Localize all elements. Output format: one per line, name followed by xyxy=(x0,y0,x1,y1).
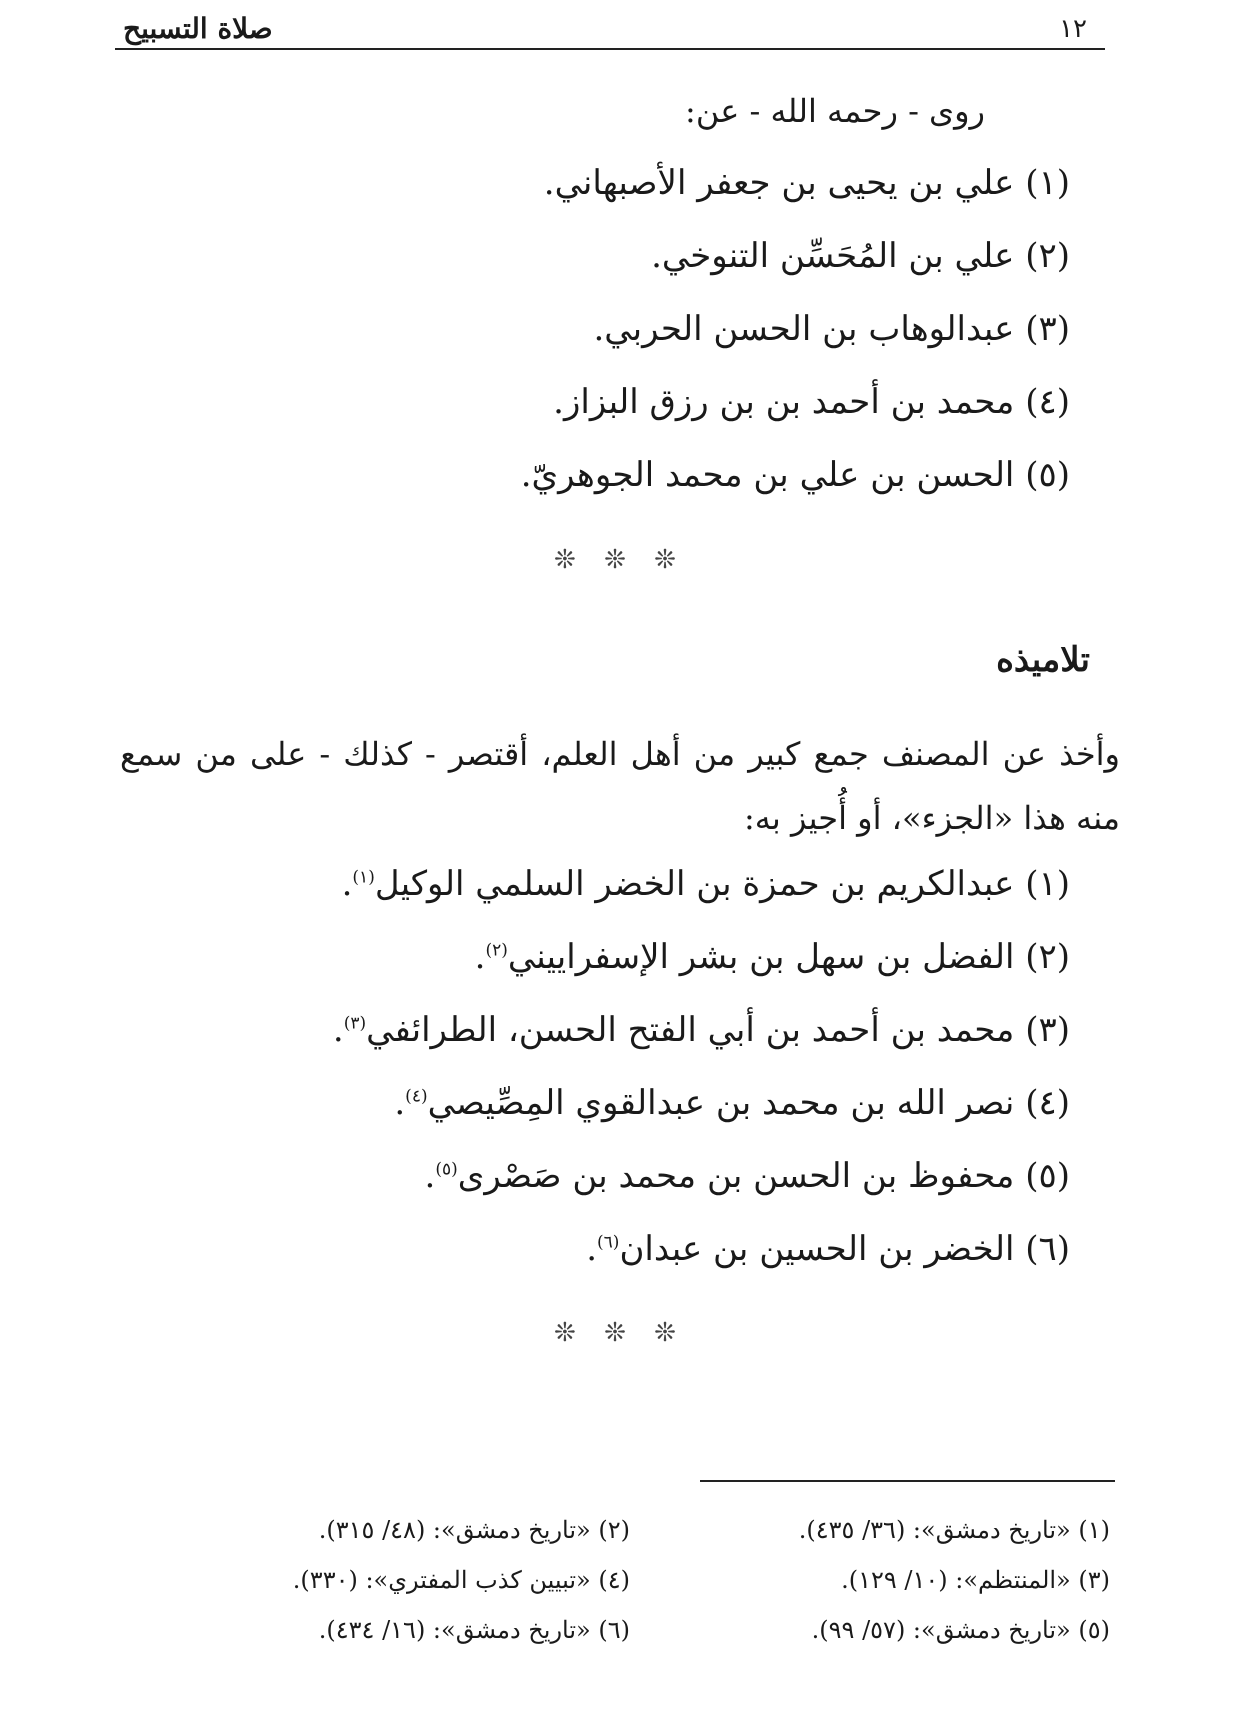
students-paragraph xyxy=(120,722,1120,850)
student-item xyxy=(333,1010,1070,1051)
footnote-row xyxy=(230,1505,1110,1555)
student-item xyxy=(342,864,1070,905)
footnote-ref[interactable]: (١) xyxy=(352,867,375,888)
teacher-item: (٤) محمد بن أحمد بن بن رزق البزاز. xyxy=(553,382,1070,422)
student-end: . xyxy=(424,1156,436,1196)
footnote-item: (٤) «تبيين كذب المفتري»: (٣٣٠). xyxy=(292,1566,630,1594)
student-end: . xyxy=(332,1010,344,1050)
student-end: . xyxy=(586,1229,598,1269)
page-number: ١٢ xyxy=(1059,14,1087,44)
running-title: صلاة التسبيح xyxy=(123,12,273,45)
footnote-item: (١) «تاريخ دمشق»: (٣٦/ ٤٣٥). xyxy=(798,1516,1110,1544)
footnote-item: (٥) «تاريخ دمشق»: (٥٧/ ٩٩). xyxy=(811,1616,1110,1644)
student-item xyxy=(586,1229,1070,1270)
student-end: . xyxy=(474,937,486,977)
footnote-rule xyxy=(700,1480,1115,1482)
footnote-ref[interactable]: (٤) xyxy=(405,1086,428,1107)
footnote-ref[interactable]: (٢) xyxy=(485,940,508,961)
section-heading: تلاميذه xyxy=(996,640,1090,680)
section-separator: ❊ ❊ ❊ xyxy=(554,545,686,575)
student-end: . xyxy=(341,864,353,904)
teacher-item: (١) علي بن يحيى بن جعفر الأصبهاني. xyxy=(543,163,1070,203)
student-name: (٣) محمد بن أحمد بن أبي الفتح الحسن، الطرائفي xyxy=(366,1010,1070,1050)
teacher-item: (٥) الحسن بن علي بن محمد الجوهريّ. xyxy=(520,455,1070,495)
footnote-ref[interactable]: (٦) xyxy=(597,1232,620,1253)
student-name: (١) عبدالكريم بن حمزة بن الخضر السلمي الوكيل xyxy=(374,864,1070,904)
footnote-ref[interactable]: (٥) xyxy=(435,1159,458,1180)
running-header xyxy=(115,8,1105,50)
student-end: . xyxy=(394,1083,406,1123)
section-separator: ❊ ❊ ❊ xyxy=(554,1318,686,1348)
student-item xyxy=(394,1083,1070,1124)
student-item xyxy=(425,1156,1070,1197)
student-name: (٦) الخضر بن الحسين بن عبدان xyxy=(619,1229,1070,1269)
footnote-ref[interactable]: (٣) xyxy=(343,1013,367,1034)
footnote-row xyxy=(230,1605,1110,1655)
teacher-item: (٢) علي بن المُحَسِّن التنوخي. xyxy=(651,236,1070,276)
teachers-intro: روى - رحمه الله - عن: xyxy=(685,92,985,130)
student-name: (٥) محفوظ بن الحسن بن محمد بن صَصْرى xyxy=(457,1156,1070,1196)
footnote-item: (٢) «تاريخ دمشق»: (٤٨/ ٣١٥). xyxy=(318,1516,630,1544)
footnote-item: (٣) «المنتظم»: (١٠/ ١٢٩). xyxy=(841,1566,1110,1594)
footnote-item: (٦) «تاريخ دمشق»: (١٦/ ٤٣٤). xyxy=(318,1616,630,1644)
student-item xyxy=(475,937,1070,978)
student-name: (٢) الفضل بن سهل بن بشر الإسفراييني xyxy=(507,937,1070,977)
footnote-row xyxy=(230,1555,1110,1605)
teacher-item: (٣) عبدالوهاب بن الحسن الحربي. xyxy=(593,309,1070,349)
student-name: (٤) نصر الله بن محمد بن عبدالقوي المِصِّيصي xyxy=(427,1083,1070,1123)
paragraph-text: وأخذ عن المصنف جمع كبير من أهل العلم، أقتصر - كذلك - على من سمع منه هذا «الجزء»، أو أُجيز به: xyxy=(120,735,1121,837)
footnotes xyxy=(230,1505,1110,1655)
